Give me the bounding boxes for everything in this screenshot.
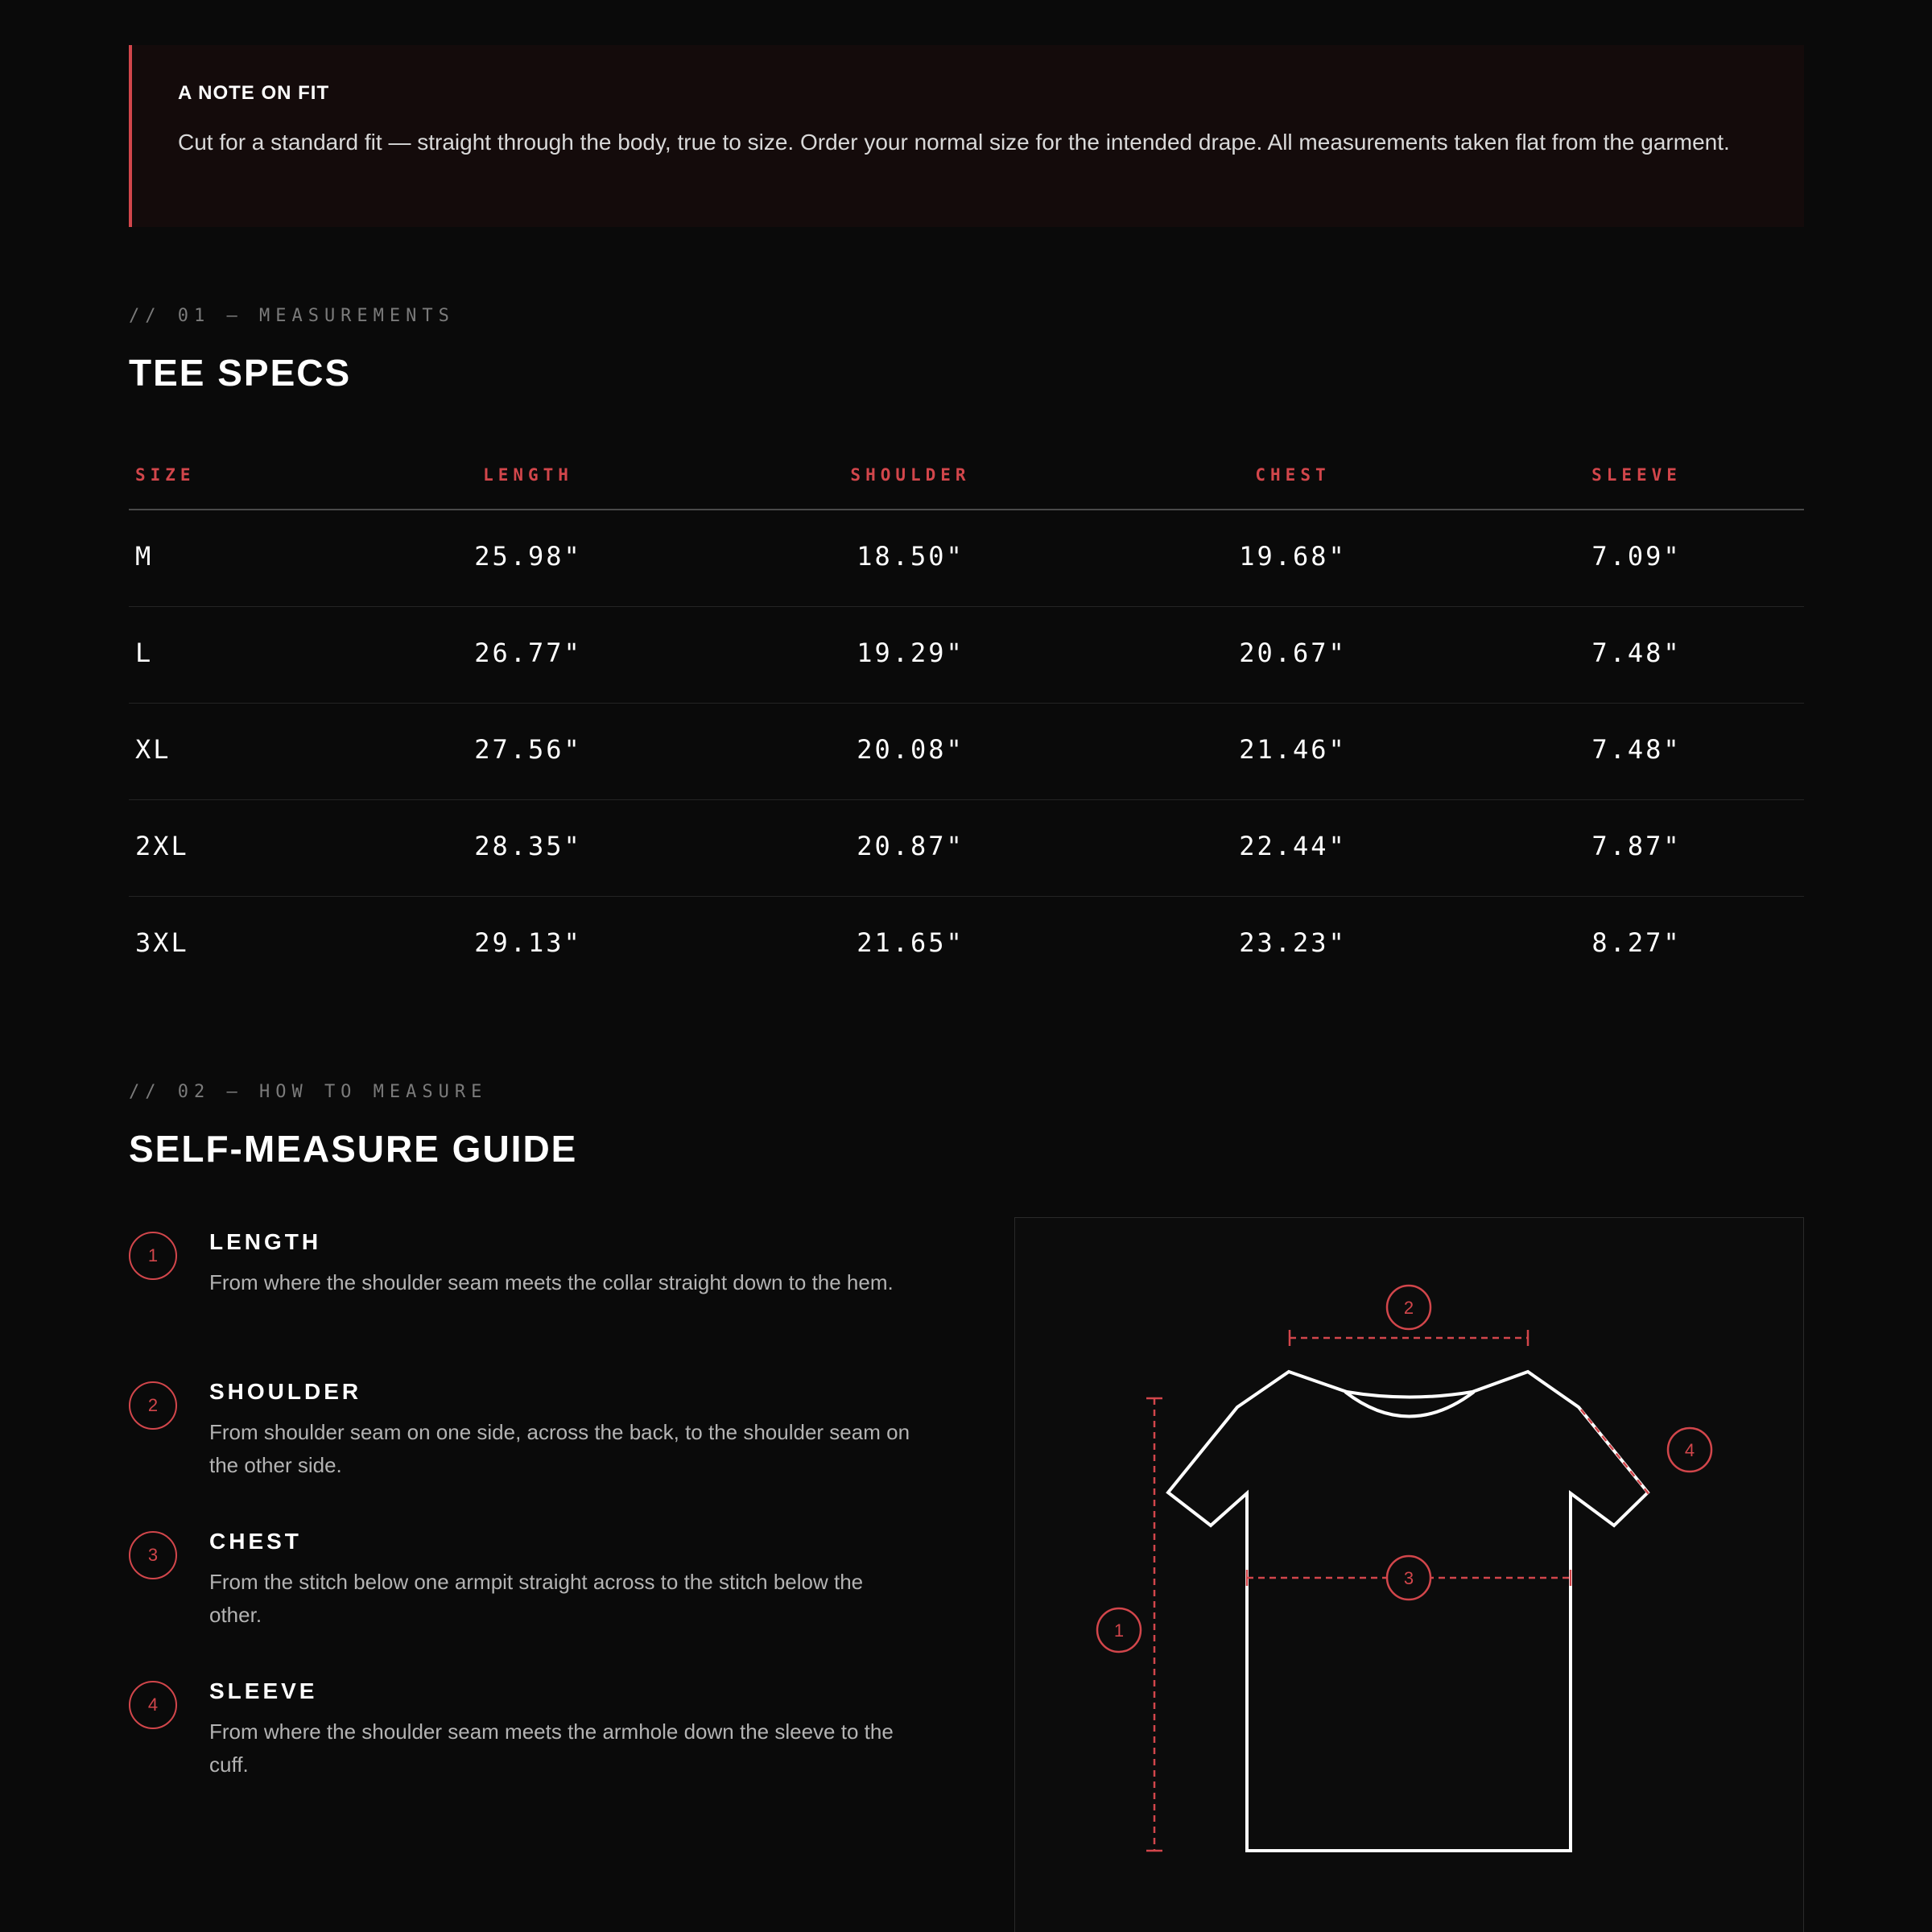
shoulder-cell: 21.65" — [857, 927, 964, 958]
length-cell: 28.35" — [474, 831, 582, 861]
length-cell: 25.98" — [474, 541, 582, 572]
chest-cell: 22.44" — [1239, 831, 1347, 861]
shoulder-cell: 19.29" — [857, 638, 964, 668]
marker-2-label: 2 — [1403, 1298, 1414, 1318]
column-header-size: SIZE — [135, 465, 196, 485]
tee-specs-title: TEE SPECS — [129, 352, 352, 394]
list-item — [129, 1377, 918, 1527]
sleeve-cell: 7.48" — [1591, 638, 1682, 668]
shoulder-cell: 18.50" — [857, 541, 964, 572]
self-measure-guide-title: SELF-MEASURE GUIDE — [129, 1128, 578, 1170]
chest-cell: 20.67" — [1239, 638, 1347, 668]
size-cell: 2XL — [135, 831, 189, 861]
step-description: From where the shoulder seam meets the collar straight down to the hem. — [209, 1270, 894, 1294]
chest-cell: 21.46" — [1239, 734, 1347, 765]
tee-measure-diagram — [1014, 1217, 1804, 1932]
step-number-badge: 3 — [129, 1531, 177, 1579]
step-number-badge: 1 — [129, 1232, 177, 1280]
length-cell: 26.77" — [474, 638, 582, 668]
chest-cell: 19.68" — [1239, 541, 1347, 572]
size-cell: 3XL — [135, 927, 189, 958]
table-row — [129, 800, 1804, 897]
fit-note — [129, 45, 1804, 227]
step-number-badge: 2 — [129, 1381, 177, 1430]
table-row — [129, 897, 1804, 993]
table-header-row — [129, 451, 1804, 510]
sleeve-cell: 7.87" — [1591, 831, 1682, 861]
step-title: CHEST — [209, 1529, 302, 1554]
measure-steps-list — [129, 1228, 918, 1827]
length-cell: 29.13" — [474, 927, 582, 958]
chest-cell: 23.23" — [1239, 927, 1347, 958]
table-row — [129, 510, 1804, 607]
sleeve-cell: 8.27" — [1591, 927, 1682, 958]
fit-note-title: A NOTE ON FIT — [178, 82, 330, 104]
measurements-eyebrow: // 01 — MEASUREMENTS — [129, 306, 455, 326]
list-item — [129, 1228, 918, 1377]
tee-diagram-svg — [1015, 1218, 1805, 1932]
size-cell: XL — [135, 734, 171, 765]
size-cell: L — [135, 638, 154, 668]
list-item — [129, 1527, 918, 1677]
fit-note-body: Cut for a standard fit — straight through the body, true to size. Order your normal size for the intended drape. All measurements taken flat from the garment. — [178, 130, 1730, 155]
shoulder-cell: 20.87" — [857, 831, 964, 861]
marker-4-label: 4 — [1684, 1440, 1695, 1460]
marker-1-label: 1 — [1113, 1620, 1125, 1641]
shoulder-cell: 20.08" — [857, 734, 964, 765]
step-title: SLEEVE — [209, 1678, 318, 1703]
size-chart-table — [129, 451, 1804, 993]
step-number-badge: 4 — [129, 1681, 177, 1729]
column-header-shoulder: SHOULDER — [850, 465, 971, 485]
step-description: From where the shoulder seam meets the armhole down the sleeve to the cuff. — [209, 1719, 894, 1777]
column-header-length: LENGTH — [483, 465, 573, 485]
column-header-chest: CHEST — [1255, 465, 1331, 485]
how-to-measure-eyebrow: // 02 — HOW TO MEASURE — [129, 1082, 488, 1102]
step-description: From shoulder seam on one side, across the back, to the shoulder seam on the other side. — [209, 1420, 910, 1477]
tshirt-outline-icon — [1168, 1372, 1648, 1851]
step-title: LENGTH — [209, 1229, 322, 1254]
size-cell: M — [135, 541, 154, 572]
column-header-sleeve: SLEEVE — [1591, 465, 1682, 485]
sleeve-cell: 7.48" — [1591, 734, 1682, 765]
length-cell: 27.56" — [474, 734, 582, 765]
list-item — [129, 1677, 918, 1827]
step-description: From the stitch below one armpit straight across to the stitch below the other. — [209, 1570, 864, 1627]
sleeve-cell: 7.09" — [1591, 541, 1682, 572]
table-row — [129, 607, 1804, 704]
step-title: SHOULDER — [209, 1379, 362, 1404]
marker-3-label: 3 — [1403, 1568, 1414, 1588]
table-row — [129, 704, 1804, 800]
